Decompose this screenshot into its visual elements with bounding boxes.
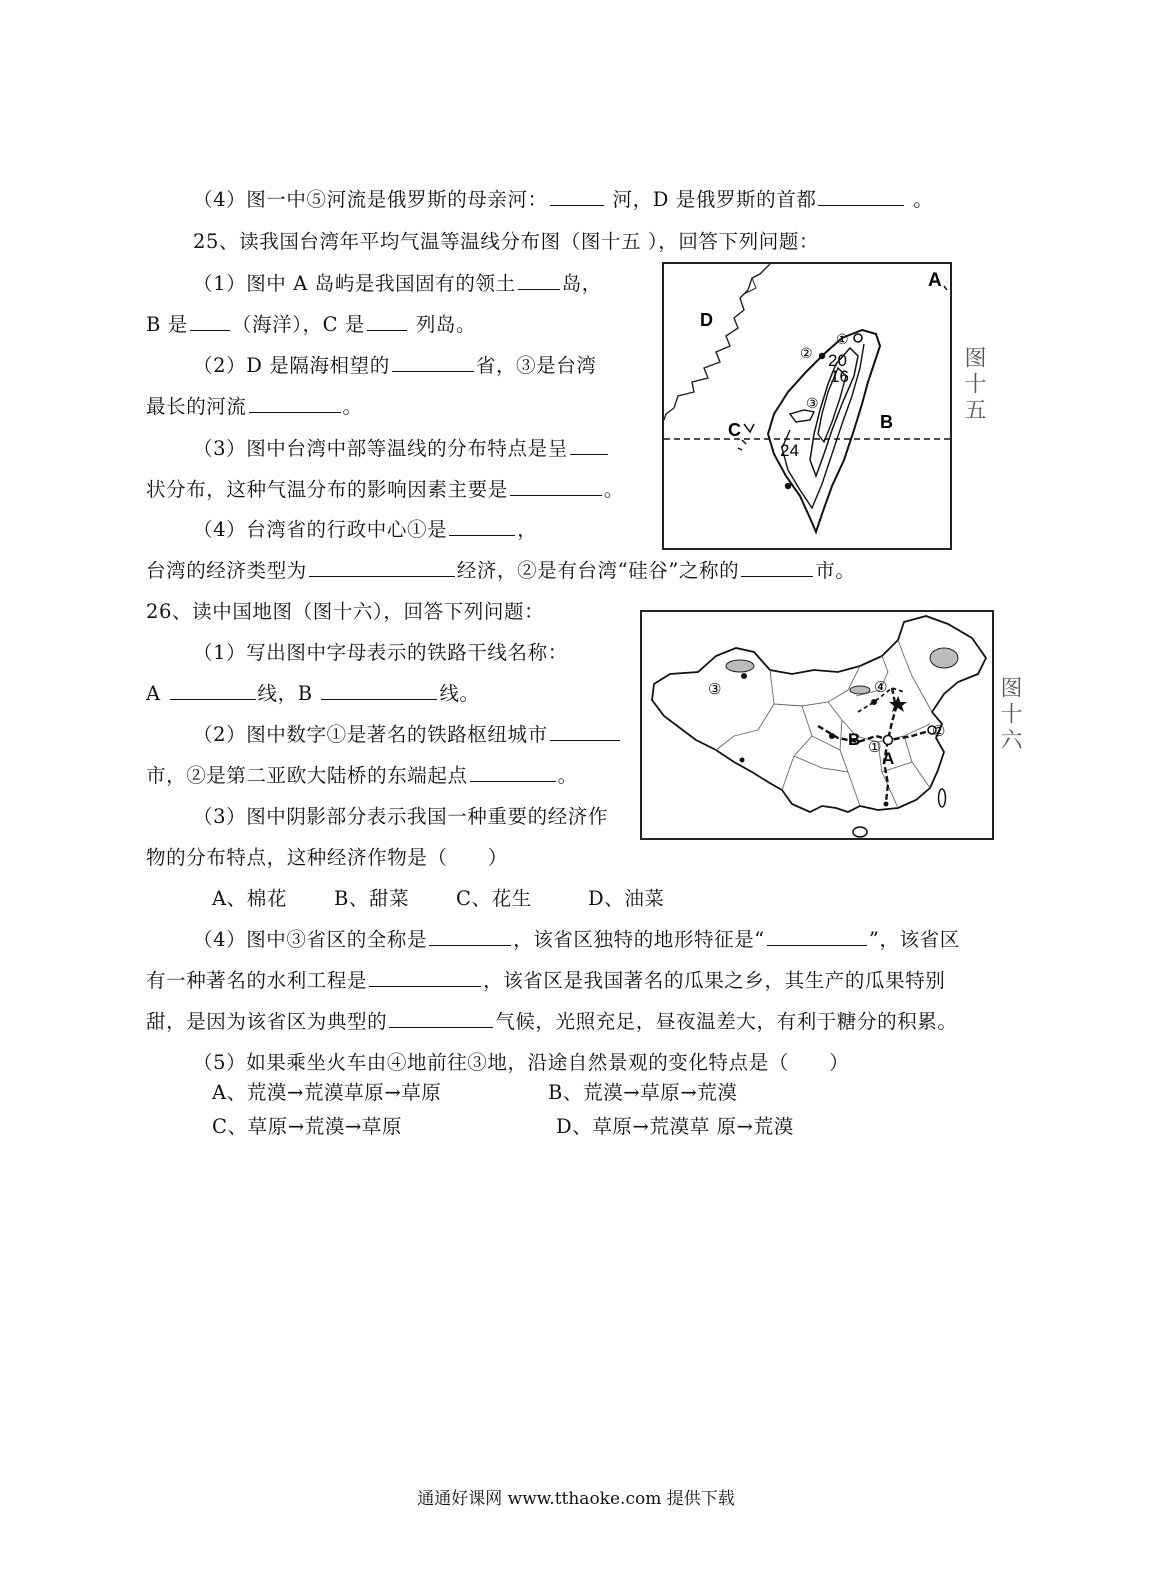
- q26-text: 市，②是第二亚欧大陆桥的东端起点: [146, 764, 468, 787]
- q26-part2-line2: [146, 763, 578, 789]
- q26-part3-line2: 物的分布特点，这种经济作物是（ ）: [146, 846, 508, 869]
- option-a[interactable]: A、棉花: [212, 887, 287, 910]
- q26-text: ，该省区独特的地形特征是“: [513, 928, 765, 951]
- q26-part5-options-row1: [212, 1080, 738, 1106]
- q26-part4-line3: [146, 1009, 958, 1035]
- answer-blank[interactable]: [309, 558, 455, 577]
- q25-part1-line2: [146, 312, 476, 338]
- map-label-a: A: [882, 749, 895, 768]
- hainan-island: [853, 827, 867, 837]
- city-marker-1: [884, 736, 893, 745]
- answer-blank[interactable]: [510, 477, 602, 496]
- answer-blank[interactable]: [818, 187, 904, 206]
- china-outline: [652, 616, 986, 812]
- map-mark-2: ②: [800, 346, 813, 362]
- taiwan-map-svg: [664, 264, 950, 548]
- q25-text: （1）图中 A 岛屿是我国固有的领土: [193, 272, 516, 295]
- q25-text: （2）D 是隔海相望的: [193, 354, 390, 377]
- city-marker-urumqi: [741, 673, 747, 679]
- q26-text: 有一种著名的水利工程是: [146, 969, 368, 992]
- q25-part2-line1: [193, 353, 596, 379]
- answer-blank[interactable]: [741, 558, 813, 577]
- q25-part3-line2: [146, 477, 624, 503]
- q26-part5-options-row2: [212, 1114, 794, 1140]
- q25-text: （3）图中台湾中部等温线的分布特点是呈: [193, 437, 568, 460]
- q26-text: （4）图中③省区的全称是: [193, 928, 428, 951]
- q26-text: 气候，光照充足，昼夜温差大，有利于糖分的积累。: [495, 1010, 958, 1033]
- shaded-region-north-xinjiang: [726, 660, 754, 672]
- map-label-a: A: [928, 270, 942, 291]
- isotherm-24: [782, 344, 864, 508]
- answer-blank[interactable]: [369, 968, 481, 987]
- q24-part4-text-3: 。: [913, 188, 934, 211]
- q25-text: 列岛。: [415, 313, 477, 336]
- q25-text: 省，③是台湾: [475, 354, 597, 377]
- q26-text: 。: [557, 764, 578, 787]
- q25-intro: 25、读我国台湾年平均气温等温线分布图（图十五 ），回答下列问题：: [193, 230, 820, 253]
- taiwan-outline: [768, 330, 880, 532]
- q26-part1-line1: （1）写出图中字母表示的铁路干线名称：: [193, 641, 568, 664]
- answer-blank[interactable]: [449, 517, 515, 536]
- city-2-marker: [819, 353, 825, 359]
- answer-blank[interactable]: [190, 312, 230, 331]
- answer-blank[interactable]: [550, 722, 620, 741]
- map-mark-1: ①: [836, 332, 849, 348]
- q25-text: 台湾的经济类型为: [146, 559, 307, 582]
- city-marker-lanzhou: [829, 733, 835, 739]
- map-mark-3: ③: [806, 396, 819, 412]
- page-footer: 通通好课网 www.tthaoke.com 提供下载: [417, 1489, 735, 1509]
- q24-part4-line: [193, 187, 933, 213]
- map-mark-3: ③: [708, 680, 722, 698]
- q25-text: ，: [517, 518, 538, 541]
- answer-blank[interactable]: [249, 394, 341, 413]
- q25-text: B 是: [146, 313, 188, 336]
- q26-text: A: [146, 682, 161, 705]
- q26-text: （2）图中数字①是著名的铁路枢纽城市: [193, 723, 548, 746]
- map-label-d: D: [700, 310, 713, 330]
- option-a[interactable]: A、荒漠→荒漠草原→草原: [212, 1081, 442, 1104]
- q26-part3-line1: （3）图中阴影部分表示我国一种重要的经济作: [193, 805, 609, 828]
- q24-part4-text-2: 河，D 是俄罗斯的首都: [612, 188, 817, 211]
- q26-part4-line1: [193, 927, 960, 953]
- q26-text: 甜，是因为该省区为典型的: [146, 1010, 388, 1033]
- q26-part1-line2: [146, 681, 480, 707]
- isotherm-label-24: 24: [780, 441, 799, 460]
- isotherm-label-16: 16: [830, 367, 849, 386]
- q25-text: 岛，: [561, 272, 602, 295]
- city-south-marker: [785, 483, 791, 489]
- q25-text: 市。: [815, 559, 856, 582]
- q26-text: ，该省区是我国著名的瓜果之乡，其生产的瓜果特别: [483, 969, 946, 992]
- q26-text: ”，该省区: [868, 928, 960, 951]
- q25-part2-line2: [146, 394, 363, 420]
- taiwan-isotherm-map: [662, 262, 952, 550]
- q25-part4-line1: [193, 517, 537, 543]
- q26-part5-question: （5）如果乘坐火车由④地前往③地，沿途自然景观的变化特点是（ ）: [193, 1051, 850, 1074]
- answer-blank[interactable]: [518, 271, 560, 290]
- q25-text: （4）台湾省的行政中心①是: [193, 518, 448, 541]
- island-a-marker: [944, 286, 947, 290]
- answer-blank[interactable]: [389, 1009, 493, 1028]
- q25-part3-line1: [193, 436, 610, 462]
- q25-part1-line1: [193, 271, 602, 297]
- q25-text: （海洋），C 是: [231, 313, 366, 336]
- city-marker-south: [884, 802, 889, 807]
- option-b[interactable]: B、荒漠→草原→荒漠: [548, 1081, 738, 1104]
- q24-part4-text-1: （4）图一中⑤河流是俄罗斯的母亲河：: [193, 188, 548, 211]
- option-d[interactable]: D、油菜: [588, 887, 665, 910]
- map-label-c: C: [728, 420, 741, 440]
- q25-part4-line2: [146, 558, 855, 584]
- figure-15-label: 图十五: [961, 346, 986, 424]
- taiwan-island: [939, 789, 946, 807]
- map-label-b: B: [848, 730, 861, 749]
- q26-part2-line1: [193, 722, 622, 748]
- city-marker-4: [871, 699, 877, 705]
- answer-blank[interactable]: [429, 927, 511, 946]
- option-c[interactable]: C、草原→荒漠→草原: [212, 1115, 403, 1138]
- map-mark-4: ④: [874, 678, 888, 696]
- figure-16-label: 图十六: [997, 676, 1022, 754]
- answer-blank[interactable]: [170, 681, 256, 700]
- q25-text: 经济，②是有台湾“硅谷”之称的: [456, 559, 740, 582]
- answer-blank[interactable]: [570, 436, 608, 455]
- q26-text: 线，B: [257, 682, 313, 705]
- shaded-region-northeast: [930, 648, 958, 668]
- shaded-region-hexi: [850, 686, 870, 694]
- answer-blank[interactable]: [321, 681, 437, 700]
- map-mark-1: ①: [868, 738, 882, 756]
- answer-blank[interactable]: [367, 312, 407, 331]
- answer-blank[interactable]: [767, 927, 867, 946]
- city-1-marker: [854, 334, 862, 342]
- q25-text: 。: [603, 478, 624, 501]
- answer-blank[interactable]: [470, 763, 556, 782]
- q26-part4-line2: [146, 968, 945, 994]
- china-railway-map: [640, 610, 994, 840]
- map-mark-2: ②: [932, 722, 946, 740]
- option-b[interactable]: B、甜菜: [334, 887, 410, 910]
- option-c[interactable]: C、花生: [456, 887, 532, 910]
- q26-intro: 26、读中国地图（图十六），回答下列问题：: [146, 600, 545, 623]
- china-map-svg: [642, 612, 992, 838]
- city-marker-west: [740, 758, 745, 763]
- mainland-coastline: [664, 264, 770, 420]
- map-label-b: B: [880, 412, 893, 432]
- q25-text: 最长的河流: [146, 395, 247, 418]
- q26-part3-options: [212, 886, 665, 912]
- isotherm-label-20: 20: [828, 351, 847, 370]
- answer-blank[interactable]: [550, 187, 604, 206]
- q25-text: 状分布，这种气温分布的影响因素主要是: [146, 478, 508, 501]
- answer-blank[interactable]: [392, 353, 474, 372]
- q26-text: 线。: [439, 682, 480, 705]
- option-d[interactable]: D、草原→荒漠草 原→荒漠: [556, 1115, 794, 1138]
- q25-text: 。: [342, 395, 363, 418]
